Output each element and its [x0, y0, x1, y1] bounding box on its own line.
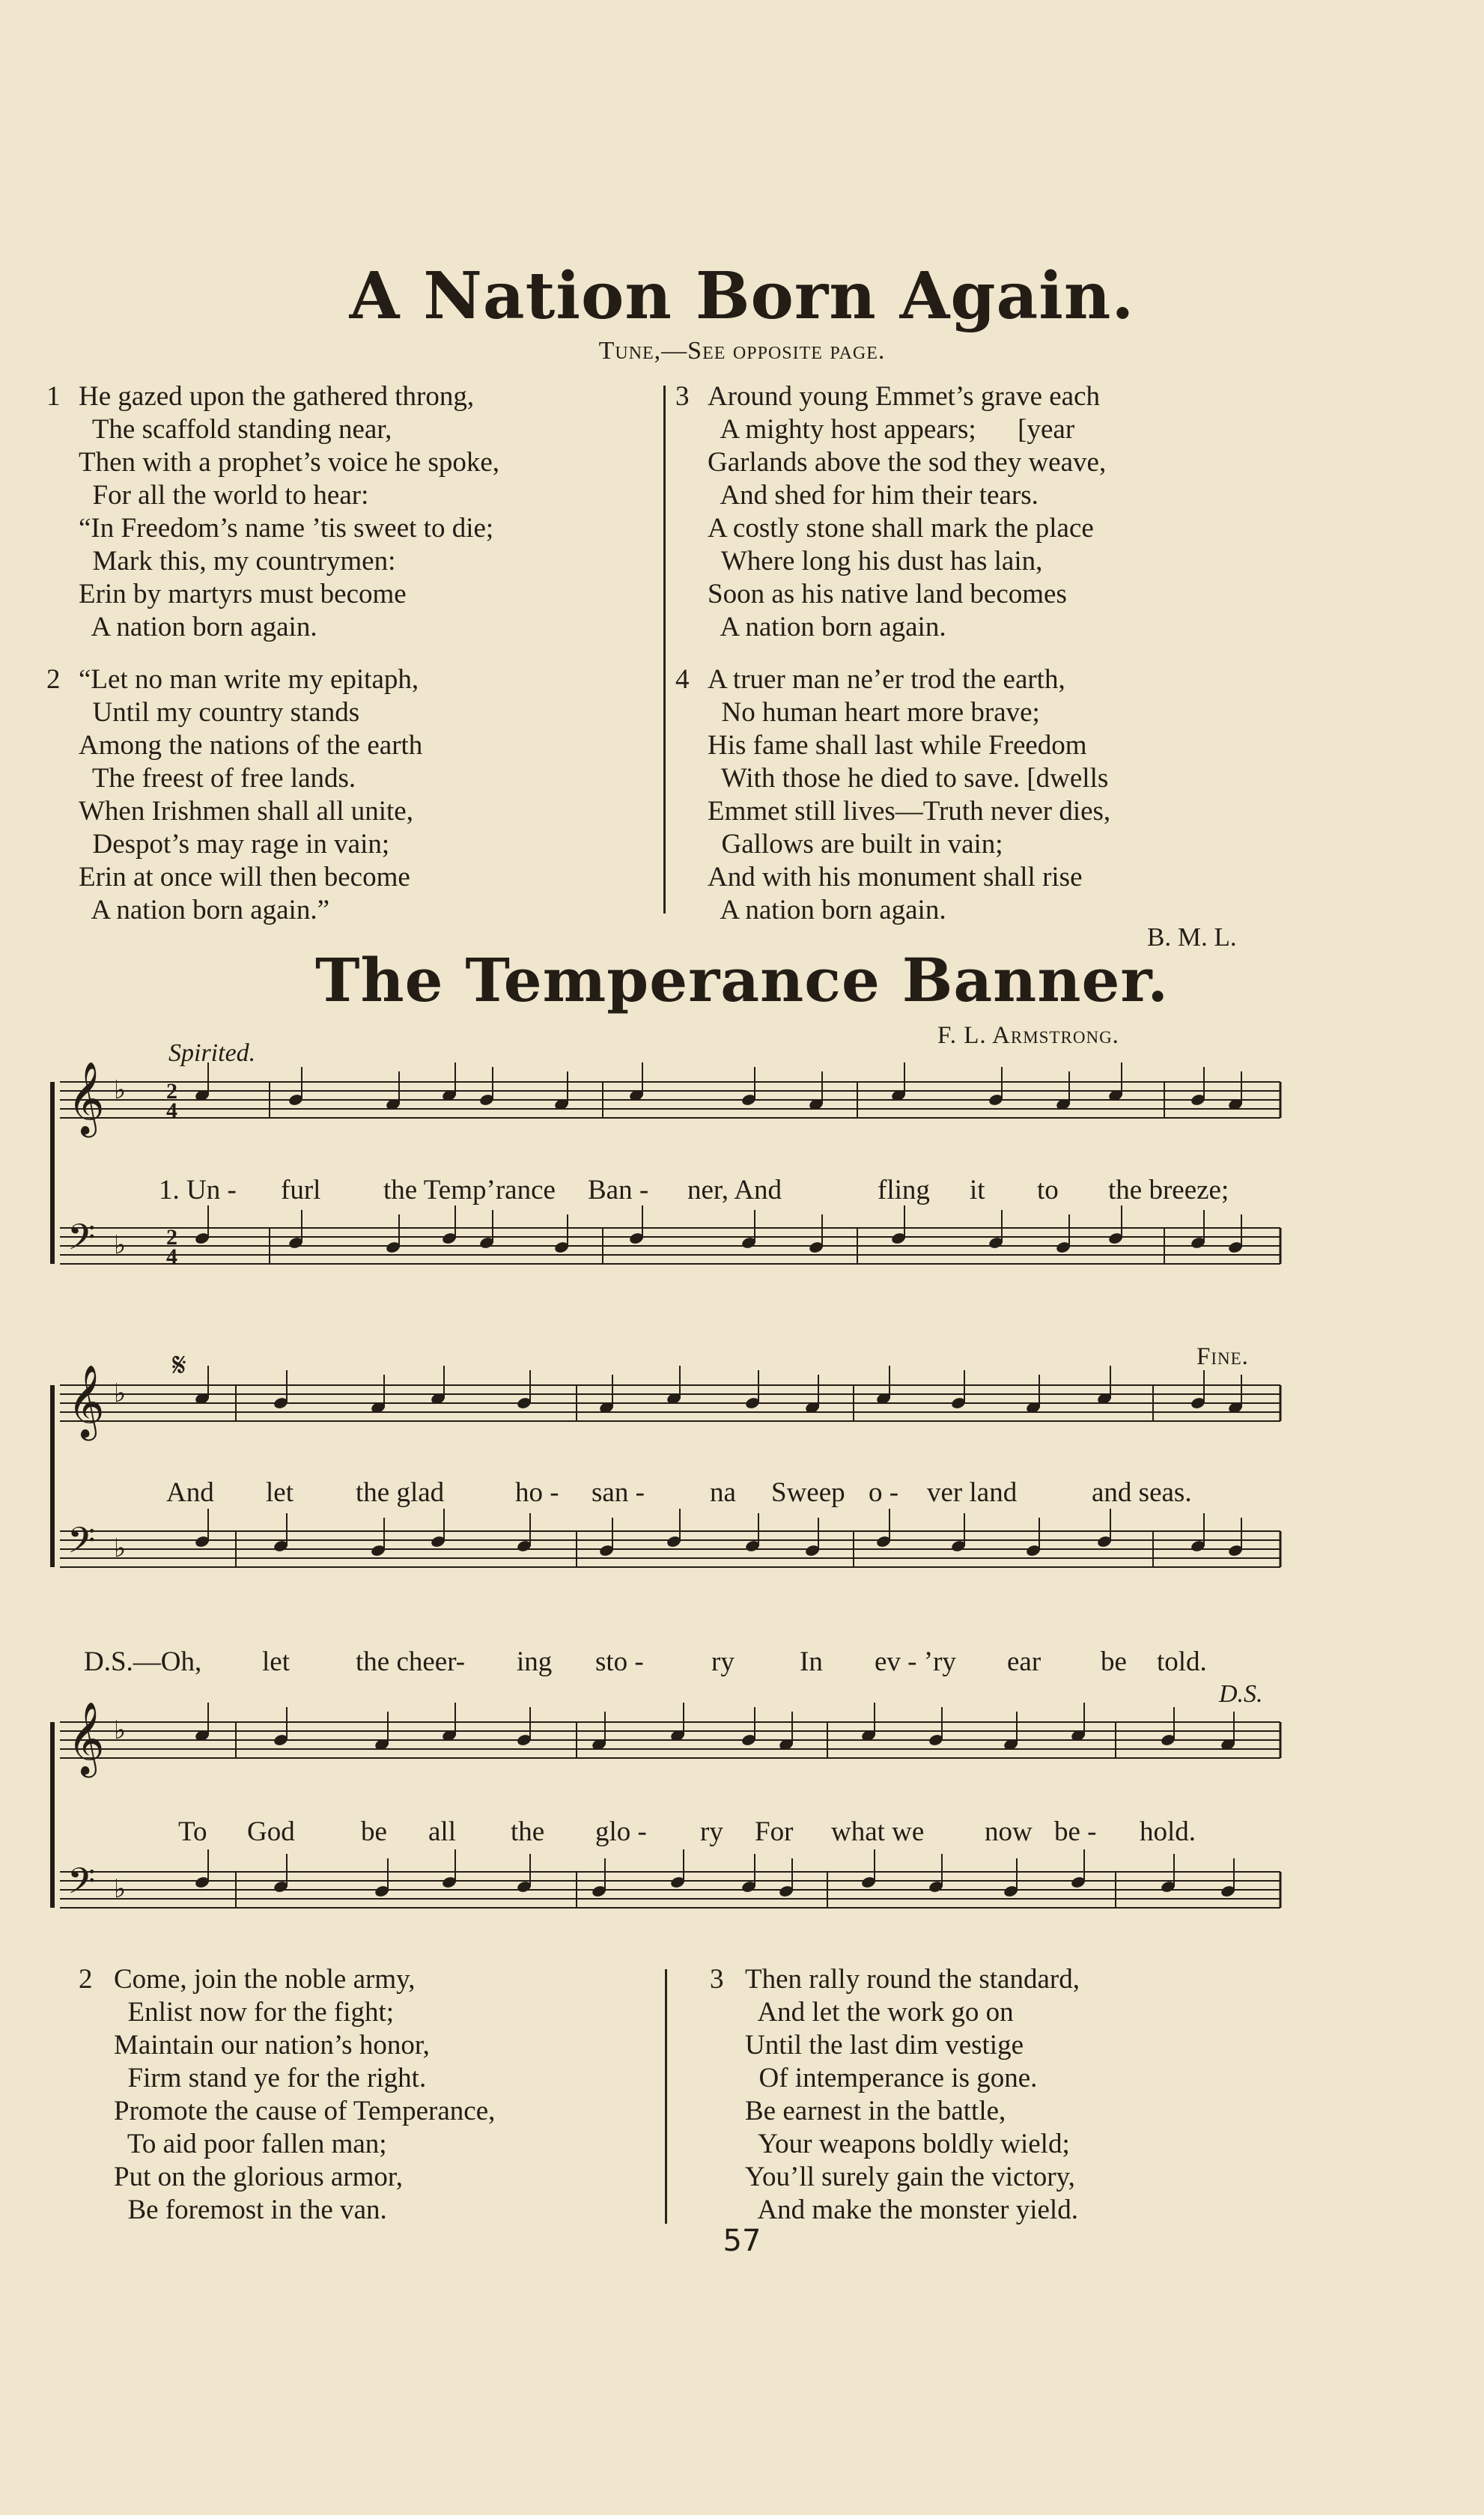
lyric-syllable: D.S.—Oh, — [84, 1646, 202, 1677]
flat-icon: ♭ — [114, 1075, 127, 1105]
bass-clef-icon: 𝄢 — [67, 1860, 96, 1911]
ds-marking: D.S. — [1219, 1680, 1263, 1708]
lyric-syllable: be — [1101, 1646, 1127, 1677]
lyric-syllable: be - — [1054, 1816, 1097, 1847]
verse-line: Despot’s may rage in vain; — [79, 829, 390, 860]
fine-marking: Fine. — [1196, 1343, 1249, 1370]
lyric-syllable: And — [166, 1477, 214, 1508]
verse-line: You’ll surely gain the victory, — [745, 2162, 1075, 2192]
lyric-syllable: sto - — [595, 1646, 644, 1677]
flat-icon: ♭ — [114, 1715, 127, 1745]
bass-clef-icon: 𝄢 — [67, 1216, 96, 1267]
verse-line: Around young Emmet’s grave each — [708, 381, 1101, 412]
verse-number: 3 — [710, 1964, 724, 1995]
verse-line: Mark this, my countrymen: — [79, 546, 396, 577]
time-signature: 2 — [166, 1225, 177, 1250]
page-number: 57 — [723, 2224, 761, 2258]
verse-number: 4 — [675, 664, 690, 695]
lyric-syllable: For — [755, 1816, 794, 1847]
verse-line: A nation born again. — [708, 895, 946, 925]
verse-line: Then with a prophet’s voice he spoke, — [79, 447, 500, 478]
verse-number: 3 — [675, 381, 690, 412]
verse-line: Garlands above the sod they weave, — [708, 447, 1107, 478]
verse-line: And shed for him their tears. — [708, 480, 1039, 511]
treble-clef-icon: 𝄞 — [67, 1364, 105, 1438]
flat-icon: ♭ — [114, 1874, 127, 1904]
verse-line: When Irishmen shall all unite, — [79, 796, 413, 827]
time-signature: 2 — [166, 1079, 177, 1104]
treble-clef-icon: 𝄞 — [67, 1701, 105, 1775]
verse-2-temperance — [114, 1963, 495, 2227]
verse-line: A costly stone shall mark the place — [708, 513, 1094, 544]
lyric-syllable: fling — [878, 1175, 930, 1205]
lyric-syllable: the glad — [356, 1477, 445, 1508]
lyric-syllable: let — [262, 1646, 290, 1677]
verse-line: Be earnest in the battle, — [745, 2096, 1006, 2126]
verse-line: Be foremost in the van. — [114, 2195, 387, 2225]
verse-line: With those he died to save. [dwells — [708, 763, 1109, 794]
verse-number: 1 — [46, 381, 61, 412]
lyric-syllable: ry — [700, 1816, 723, 1847]
lyric-syllable: let — [266, 1477, 294, 1508]
verse-line: No human heart more brave; — [708, 697, 1040, 728]
lyric-syllable: san - — [592, 1477, 645, 1508]
verse-line: He gazed upon the gathered throng, — [79, 381, 475, 412]
lyric-syllable: the — [511, 1816, 545, 1847]
verse-line: Emmet still lives—Truth never dies, — [708, 796, 1111, 827]
column-divider — [665, 1969, 667, 2224]
time-signature: 4 — [166, 1244, 177, 1269]
verse-line: And make the monster yield. — [745, 2195, 1078, 2225]
verse-line: “In Freedom’s name ’tis sweet to die; — [79, 513, 494, 544]
time-signature: 4 — [166, 1098, 177, 1123]
lyric-syllable: In — [800, 1646, 823, 1677]
verse-line: Erin by martyrs must become — [79, 579, 407, 609]
verse-line: Promote the cause of Temperance, — [114, 2096, 496, 2126]
verse-line: For all the world to hear: — [79, 480, 369, 511]
verse-line: The scaffold standing near, — [79, 414, 392, 445]
composer: F. L. Armstrong. — [937, 1022, 1119, 1049]
lyric-syllable: ev - ’ry — [875, 1646, 956, 1677]
verse-line: Soon as his native land becomes — [708, 579, 1067, 609]
verse-line: His fame shall last while Freedom — [708, 730, 1087, 761]
lyric-syllable: 1. Un - — [159, 1175, 237, 1205]
verse-number: 2 — [79, 1964, 93, 1995]
verse-number: 2 — [46, 664, 61, 695]
lyric-syllable: to — [1037, 1175, 1059, 1205]
verse-line: Gallows are built in vain; — [708, 829, 1003, 860]
verse-line: A truer man ne’er trod the earth, — [708, 664, 1065, 695]
lyric-syllable: all — [428, 1816, 456, 1847]
lyric-syllable: o - — [869, 1477, 899, 1508]
lyric-syllable: ing — [517, 1646, 553, 1677]
lyric-syllable: To — [178, 1816, 207, 1847]
lyric-syllable: it — [970, 1175, 985, 1205]
verse-line: Of intemperance is gone. — [745, 2063, 1038, 2093]
lyric-syllable: furl — [281, 1175, 321, 1205]
lyric-syllable: and seas. — [1092, 1477, 1192, 1508]
lyric-syllable: ho - — [515, 1477, 559, 1508]
treble-clef-icon: 𝄞 — [67, 1061, 105, 1134]
author-initials: B. M. L. — [1147, 922, 1237, 952]
lyric-syllable: ear — [1007, 1646, 1041, 1677]
bass-clef-icon: 𝄢 — [67, 1519, 96, 1570]
lyric-syllable: Sweep — [771, 1477, 845, 1508]
lyric-syllable: Ban - — [588, 1175, 649, 1205]
verse-line: And with his monument shall rise — [708, 862, 1083, 892]
lyric-syllable: the Temp’rance — [383, 1175, 556, 1205]
verse-line: Where long his dust has lain, — [708, 546, 1043, 577]
verse-line: A nation born again. — [79, 612, 317, 642]
lyric-syllable: ver land — [927, 1477, 1018, 1508]
lyric-syllable: now — [985, 1816, 1033, 1847]
lyric-syllable: glo - — [595, 1816, 647, 1847]
flat-icon: ♭ — [114, 1230, 127, 1260]
lyric-syllable: God — [247, 1816, 295, 1847]
lyric-syllable: told. — [1157, 1646, 1207, 1677]
verse-line: And let the work go on — [745, 1997, 1014, 2028]
hymn-title: A Nation Born Again. — [349, 258, 1135, 334]
verse-line: Come, join the noble army, — [114, 1964, 416, 1995]
verse-line: Among the nations of the earth — [79, 730, 423, 761]
verse-line: To aid poor fallen man; — [114, 2129, 387, 2159]
lyric-syllable: na — [710, 1477, 736, 1508]
tune-note: Tune,—See opposite page. — [598, 337, 886, 365]
lyric-syllable: the breeze; — [1108, 1175, 1229, 1205]
lyric-syllable: what we — [831, 1816, 925, 1847]
verse-line: A nation born again. — [708, 612, 946, 642]
lyric-syllable: ner, And — [687, 1175, 782, 1205]
verse-line: Put on the glorious armor, — [114, 2162, 403, 2192]
lyric-syllable: hold. — [1140, 1816, 1196, 1847]
verse-line: A mighty host appears; [year — [708, 414, 1075, 445]
verse-line: Until my country stands — [79, 697, 360, 728]
verse-line: “Let no man write my epitaph, — [79, 664, 419, 695]
hymn-title-2: The Temperance Banner. — [314, 945, 1170, 1015]
verse-line: Erin at once will then become — [79, 862, 410, 892]
verse-line: Firm stand ye for the right. — [114, 2063, 427, 2093]
verse-line: Enlist now for the fight; — [114, 1997, 395, 2028]
flat-icon: ♭ — [114, 1378, 127, 1408]
verse-line: Maintain our nation’s honor, — [114, 2030, 430, 2061]
segno-icon: 𝄋 — [172, 1346, 186, 1384]
verse-line: Until the last dim vestige — [745, 2030, 1024, 2061]
verse-line: The freest of free lands. — [79, 763, 356, 794]
verse-line: Then rally round the standard, — [745, 1964, 1080, 1995]
lyric-syllable: be — [361, 1816, 387, 1847]
verse-line: A nation born again.” — [79, 895, 329, 925]
tempo-marking: Spirited. — [168, 1039, 256, 1067]
verse-3-temperance — [745, 1963, 1080, 2227]
flat-icon: ♭ — [114, 1533, 127, 1563]
lyric-syllable: ry — [711, 1646, 735, 1677]
verse-line: Your weapons boldly wield; — [745, 2129, 1070, 2159]
lyric-syllable: the cheer- — [356, 1646, 466, 1677]
